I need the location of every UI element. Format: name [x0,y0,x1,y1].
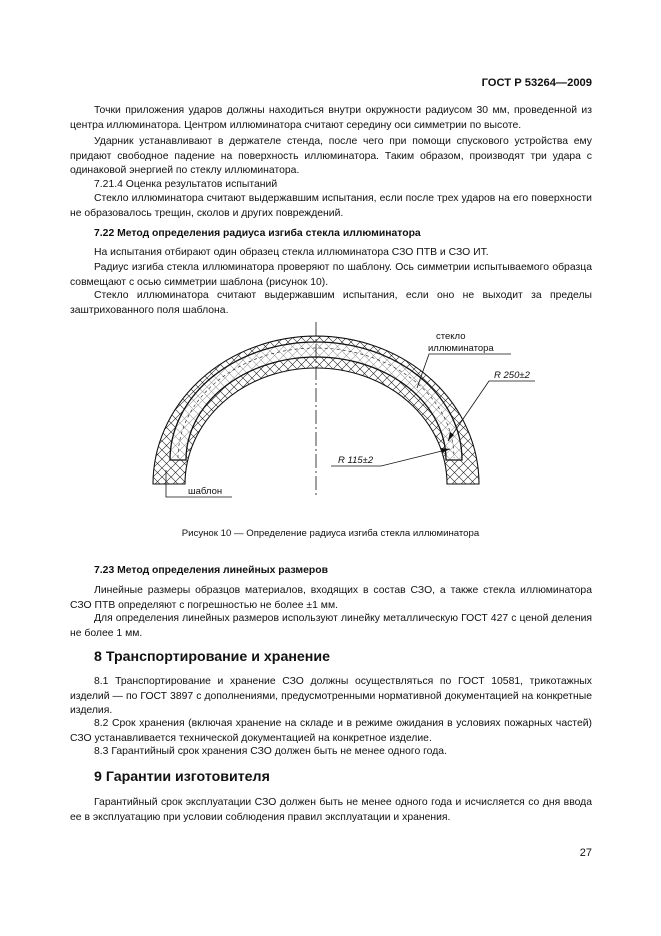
paragraph-8-1: 8.1 Транспортирование и хранение СЗО должны осуществляться по ГОСТ 10581, трикотажных изделий — по ГОСТ 3897 с дополнениями, предусмотренными нормативной документацией на конкретные изделия. [70,676,592,717]
figure-caption: Рисунок 10 — Определение радиуса изгиба стекла иллюминатора [181,528,480,539]
subheading-7-21-4: 7.21.4 Оценка результатов испытаний [94,179,278,190]
paragraph-striker-setup: Ударник устанавливают в держателе стенда, после чего при помощи спускового устройства ему придают свободное падение на поверхность иллюминатора. Таким образом, производят три удара с одинаковой энергией по стеклу иллюминатора. [70,136,592,177]
paragraph-7-23-ruler: Для определения линейных размеров используют линейку металлическую ГОСТ 427 с ценой деления не более 1 мм. [70,613,592,639]
heading-section-9: 9 Гарантии изготовителя [94,769,270,785]
label-inner-radius: R 115±2 [338,455,374,466]
heading-7-22: 7.22 Метод определения радиуса изгиба стекла иллюминатора [94,228,421,239]
label-template: шаблон [188,486,223,497]
label-glass-2: иллюминатора [428,343,494,354]
heading-section-8: 8 Транспортирование и хранение [94,649,330,665]
standard-number: ГОСТ Р 53264—2009 [481,77,592,89]
paragraph-7-22-result: Стекло иллюминатора считают выдержавшим испытания, если оно не выходит за пределы заштрихованного поля шаблона. [70,290,592,316]
label-glass-1: стекло [436,331,466,342]
paragraph-8-3: 8.3 Гарантийный срок хранения СЗО должен быть не менее одного года. [94,746,447,757]
paragraph-7-22-template: Радиус изгиба стекла иллюминатора проверяют по шаблону. Ось симметрии испытываемого образца совмещают с осью симметрии шаблона (рисунок 10). [70,262,592,288]
page-number: 27 [579,847,592,859]
label-outer-radius: R 250±2 [494,370,530,381]
paragraph-test-result: Стекло иллюминатора считают выдержавшим испытания, если после трех ударов на его поверхности не образовалось трещин, сколов и других повреждений. [70,193,592,219]
paragraph-7-23-error: Линейные размеры образцов материалов, входящих в состав СЗО, а также стекла иллюминатора СЗО ПТВ определяют с погрешностью не более ±1 мм. [70,585,592,611]
paragraph-impact-points: Точки приложения ударов должны находиться внутри окружности радиусом 30 мм, проведенной из центра иллюминатора. Центром иллюминатора считают середину оси симметрии по высоте. [70,105,592,131]
paragraph-7-22-sample: На испытания отбирают один образец стекла иллюминатора СЗО ПТВ и СЗО ИТ. [94,247,489,258]
paragraph-8-2: 8.2 Срок хранения (включая хранение на складе и в режиме ожидания в условиях пожарных частей) СЗО устанавливается технической документацией на конкретное изделие. [70,718,592,744]
paragraph-9-1: Гарантийный срок эксплуатации СЗО должен быть не менее одного года и исчисляется со дня ввода ее в эксплуатацию при условии соблюдения правил эксплуатации и хранения. [70,797,592,823]
heading-7-23: 7.23 Метод определения линейных размеров [94,565,328,576]
